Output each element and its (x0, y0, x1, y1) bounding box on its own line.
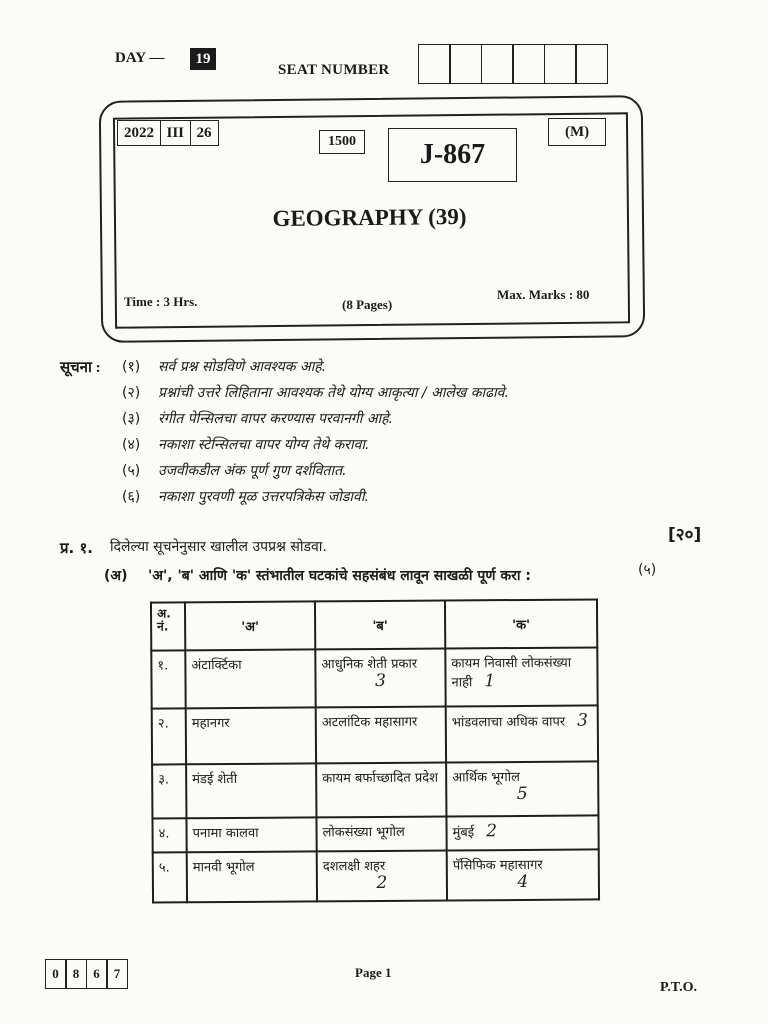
paper-pages: (8 Pages) (342, 297, 393, 312)
header-column-b: 'ब' (315, 601, 445, 650)
column-b-cell: लोकसंख्या भूगोल (316, 817, 446, 852)
seat-number-box[interactable] (449, 44, 482, 84)
paper-year: 2022 (117, 120, 161, 146)
column-b-cell: दशलक्षी शहर 2 (317, 851, 447, 902)
day-label: DAY — (115, 50, 165, 66)
subquestion-text: 'अ', 'ब' आणि 'क' स्तंभातील घटकांचे सहसंबंध लावून साखळी पूर्ण करा : (148, 568, 531, 584)
header-sr: अ. नं. (151, 602, 185, 650)
seat-number-box[interactable] (512, 44, 545, 84)
column-b-cell: कायम बर्फाच्छादित प्रदेश (316, 763, 446, 818)
row-number: ५. (153, 852, 187, 902)
table-row (152, 705, 598, 764)
column-a-cell: मानवी भूगोल (187, 851, 317, 902)
instructions-label: सूचना : (60, 360, 101, 376)
paper-date-code (117, 120, 217, 146)
footer-code-digit: 8 (65, 959, 87, 989)
instruction-item: (५) उजवीकडील अंक पूर्ण गुण दर्शवितात. (122, 463, 347, 479)
handwritten-answer: 2 (486, 821, 498, 842)
match-table (150, 598, 600, 903)
pto-label: P.T.O. (660, 980, 697, 995)
column-c-cell: भांडवलाचा अधिक वापर 3 (446, 705, 598, 762)
column-a-cell: अंटार्क्टिका (185, 649, 315, 708)
column-b-cell: आधुनिक शेती प्रकार 3 (315, 649, 445, 708)
question-number: प्र. १. (60, 539, 93, 557)
instruction-item: (६) नकाशा पुरवणी मूळ उत्तरपत्रिकेस जोडावी. (122, 489, 369, 505)
paper-medium: (M) (548, 118, 606, 146)
column-b-cell: अटलांटिक महासागर (316, 707, 446, 764)
paper-time: Time : 3 Hrs. (124, 294, 198, 309)
handwritten-answer: 3 (375, 670, 386, 691)
footer-code-digit: 0 (45, 959, 67, 989)
column-c-cell: आर्थिक भूगोल 5 (446, 761, 598, 816)
page-number: Page 1 (355, 965, 392, 980)
paper-month: III (160, 120, 192, 146)
subquestion-marks: (५) (638, 562, 657, 578)
seat-number-label: SEAT NUMBER (278, 62, 390, 78)
table-row (152, 815, 598, 852)
handwritten-answer: 3 (577, 710, 589, 731)
handwritten-answer: 2 (376, 872, 388, 893)
instruction-item: (३) रंगीत पेन्सिलचा वापर करण्यास परवानगी आहे. (122, 411, 394, 427)
row-number: २. (152, 708, 186, 764)
row-number: १. (151, 650, 185, 708)
column-c-cell: कायम निवासी लोकसंख्या नाही 1 (445, 647, 597, 706)
handwritten-answer: 4 (517, 871, 529, 893)
seat-number-box[interactable] (575, 44, 608, 84)
table-row (151, 647, 597, 708)
row-number: ४. (152, 818, 186, 852)
paper-max-marks: Max. Marks : 80 (497, 287, 590, 302)
subquestion-label: (अ) (104, 568, 128, 584)
seat-number-box[interactable] (481, 44, 514, 84)
column-c-cell: पॅसिफिक महासागर 4 (447, 849, 599, 900)
footer-code-boxes (46, 959, 128, 989)
column-c-cell: मुंबई 2 (446, 815, 598, 850)
header-column-a: 'अ' (185, 601, 315, 650)
seat-number-box[interactable] (544, 44, 577, 84)
handwritten-answer: 5 (516, 783, 528, 805)
paper-copies: 1500 (319, 130, 365, 154)
instruction-item: (४) नकाशा स्टेन्सिलचा वापर योग्य तेथे करावा. (122, 437, 370, 453)
column-a-cell: मंडई शेती (186, 763, 316, 818)
seat-number-box[interactable] (418, 44, 451, 84)
footer-code-digit: 6 (86, 959, 108, 989)
question-text: दिलेल्या सूचनेनुसार खालील उपप्रश्न सोडवा. (110, 539, 327, 555)
footer-code-digit: 7 (106, 959, 128, 989)
handwritten-answer: 1 (484, 671, 496, 692)
table-row (153, 849, 599, 902)
day-number: 19 (190, 48, 216, 70)
table-row (152, 761, 598, 818)
header-column-c: 'क' (445, 599, 597, 648)
column-a-cell: पनामा कालवा (186, 817, 316, 852)
paper-date: 26 (190, 120, 219, 146)
instruction-item: (१) सर्व प्रश्न सोडविणे आवश्यक आहे. (122, 359, 327, 375)
row-number: ३. (152, 764, 186, 818)
column-a-cell: महानगर (186, 707, 316, 764)
seat-number-boxes[interactable] (419, 44, 608, 84)
question-marks: [२०] (668, 525, 702, 545)
paper-code: J-867 (388, 128, 517, 182)
subject-title: GEOGRAPHY (39) (272, 203, 467, 232)
table-header-row (151, 599, 597, 650)
instruction-item: (२) प्रश्नांची उत्तरे लिहिताना आवश्यक तेथे योग्य आकृत्या / आलेख काढावे. (122, 385, 509, 401)
